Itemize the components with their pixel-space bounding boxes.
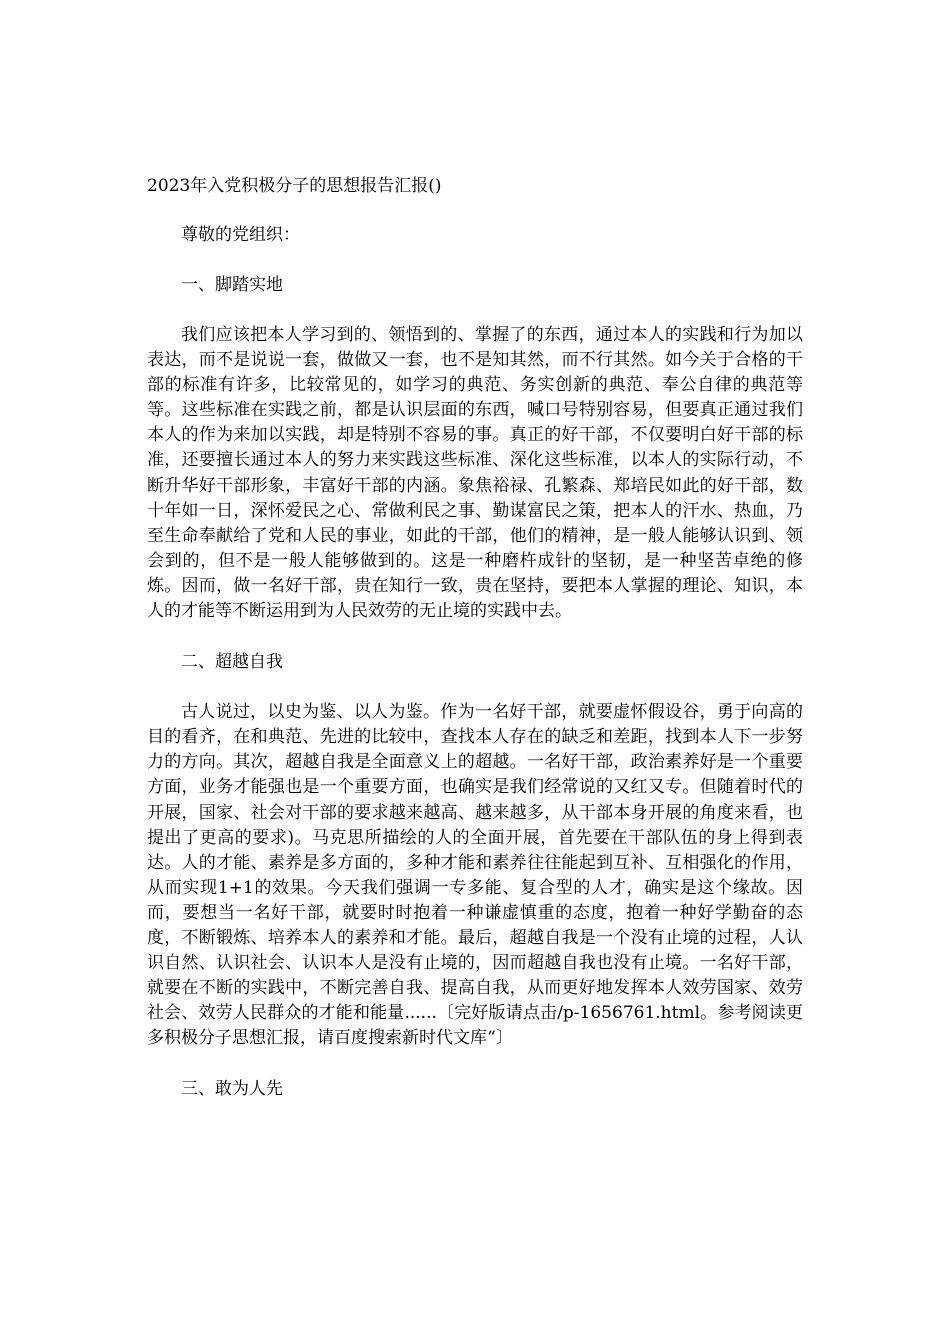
section-paragraph-1: 我们应该把本人学习到的、领悟到的、掌握了的东西，通过本人的实践和行为加以表达，而不是说说一套，做做又一套，也不是知其然，而不行其然。如今关于合格的干部的标准有许多，比较常见的，如学习的典范、务实创新的典范、奉公自律的典范等等。这些标准在实践之前，都是认识层面的东西，喊口号特别容易，但要真正通过我们本人的作为来加以实践，却是特别不容易的事。真正的好干部，不仅要明白好干部的标准，还要擅长通过本人的努力来实践这些标准、深化这些标准，以本人的实际行动，不断升华好干部形象，丰富好干部的内涵。象焦裕禄、孔繁森、郑培民如此的好干部，数十年如一日，深怀爱民之心、常做利民之事、勤谋富民之策，把本人的汗水、热血，乃至生命奉献给了党和人民的事业，如此的干部，他们的精神，是一般人能够认识到、领会到的，但不是一般人能够做到的。这是一种磨杵成针的坚韧，是一种坚苦卓绝的修炼。因而，做一名好干部，贵在知行一致，贵在坚持，要把本人掌握的理论、知识，本人的才能等不断运用到为人民效劳的无止境的实践中去。 [147, 325, 803, 622]
document-body [147, 174, 803, 1127]
document-title: 2023年入党积极分子的思想报告汇报() [147, 176, 442, 196]
section-paragraph-2: 古人说过，以史为鉴、以人为鉴。作为一名好干部，就要虚怀假设谷，勇于向高的目的看齐，在和典范、先进的比较中，查找本人存在的缺乏和差距，找到本人下一步努力的方向。其次，超越自我是全面意义上的超越。一名好干部，政治素养好是一个重要方面，业务才能强也是一个重要方面，也确实是我们经常说的又红又专。但随着时代的开展，国家、社会对干部的要求越来越高、越来越多，从干部本身开展的角度来看，也提出了更高的要求)。马克思所描绘的人的全面开展，首先要在干部队伍的身上得到表达。人的才能、素养是多方面的，多种才能和素养往往能起到互补、互相强化的作用，从而实现1+1的效果。今天我们强调一专多能、复合型的人才，确实是这个缘故。因而，要想当一名好干部，就要时时抱着一种谦虚慎重的态度，抱着一种好学勤奋的态度，不断锻炼、培养本人的素养和才能。最后，超越自我是一个没有止境的过程，人认识自然、认识社会、认识本人是没有止境的，因而超越自我也没有止境。一名好干部，就要在不断的实践中，不断完善自我、提高自我，从而更好地发挥本人效劳国家、效劳社会、效劳人民群众的才能和能量......〔完好版请点击/p-1656761.html。参考阅读更多积极分子思想汇报，请百度搜索新时代文库“〕 [147, 702, 803, 1049]
greeting: 尊敬的党组织： [181, 225, 300, 245]
section-heading-3: 三、敢为人先 [181, 1079, 283, 1100]
section-heading-1: 一、脚踏实地 [181, 275, 283, 295]
section-heading-2: 二、超越自我 [181, 652, 283, 673]
